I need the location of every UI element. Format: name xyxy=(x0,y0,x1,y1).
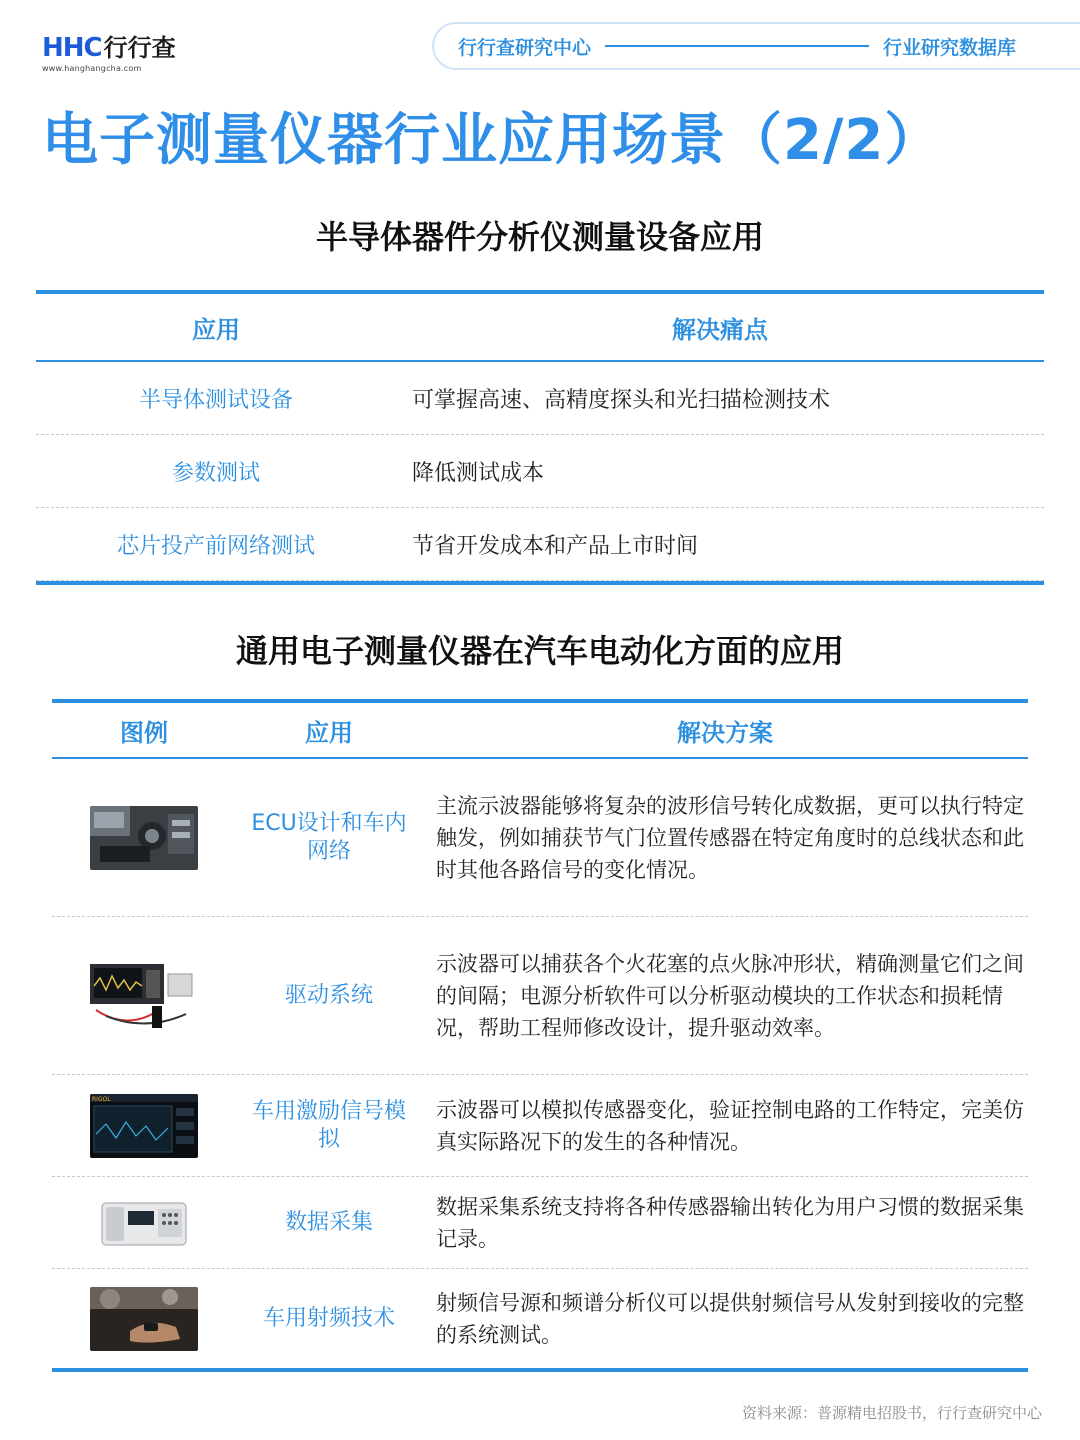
logo-name: 行行查 xyxy=(103,34,176,62)
data-logger-photo-icon xyxy=(96,1193,192,1253)
logo-url: www.hanghangcha.com xyxy=(42,64,142,73)
table-row xyxy=(52,917,1028,1075)
nav-industry-database[interactable]: 行业研究数据库 xyxy=(883,36,1017,59)
header-solution: 解决方案 xyxy=(677,718,773,747)
row-solution: 射频信号源和频谱分析仪可以提供射频信号从发射到接收的完整的系统测试。 xyxy=(436,1290,1024,1347)
row-application: 数据采集 xyxy=(284,1209,373,1235)
page-title: 电子测量仪器行业应用场景（2/2） xyxy=(42,108,942,173)
row-solution: 主流示波器能够将复杂的波形信号转化成数据，更可以执行特定触发，例如捕获节气门位置传感器在特定角度时的总线状态和此时其他各路信号的变化情况。 xyxy=(436,793,1024,882)
table-bottom-rule xyxy=(36,581,1044,585)
table-header xyxy=(52,703,1028,759)
table-row xyxy=(36,362,1044,435)
row-illustration xyxy=(52,806,236,870)
source-note: 资料来源：普源精电招股书，行行查研究中心 xyxy=(741,1404,1042,1422)
logo-mark: HHC xyxy=(42,33,102,63)
row-illustration xyxy=(52,1094,236,1158)
row-application: 参数测试 xyxy=(171,460,260,486)
engine-photo-icon xyxy=(90,806,198,870)
header-application: 应用 xyxy=(305,718,353,747)
nav-divider xyxy=(605,45,869,47)
row-application: 驱动系统 xyxy=(284,982,373,1008)
oscilloscope-photo-icon xyxy=(86,960,202,1032)
nav-research-center[interactable]: 行行查研究中心 xyxy=(458,36,592,59)
row-pain-point: 降低测试成本 xyxy=(412,460,545,486)
section2-title: 通用电子测量仪器在汽车电动化方面的应用 xyxy=(235,632,844,670)
row-application: 芯片投产前网络测试 xyxy=(116,533,315,559)
row-pain-point: 可掌握高速、高精度探头和光扫描检测技术 xyxy=(412,387,831,413)
header-illustration: 图例 xyxy=(120,718,168,747)
header-application: 应用 xyxy=(192,315,240,344)
svg-text:RIGOL: RIGOL xyxy=(92,1095,111,1103)
table-row xyxy=(36,508,1044,581)
brand-logo xyxy=(42,28,192,74)
semiconductor-table xyxy=(36,290,1044,585)
row-illustration xyxy=(52,1193,236,1253)
row-application: 车用射频技术 xyxy=(262,1305,395,1331)
row-application: ECU设计和车内网络 xyxy=(251,810,407,864)
row-illustration xyxy=(52,1287,236,1351)
car-key-photo-icon xyxy=(90,1287,198,1351)
table-header xyxy=(36,294,1044,362)
table-row xyxy=(36,435,1044,508)
table-row xyxy=(52,759,1028,917)
row-pain-point: 节省开发成本和产品上市时间 xyxy=(412,533,699,559)
automotive-table xyxy=(52,699,1028,1372)
header-pain-point: 解决痛点 xyxy=(672,315,768,344)
table-row xyxy=(52,1075,1028,1177)
row-solution: 示波器可以模拟传感器变化，验证控制电路的工作特定，完美仿真实际路况下的发生的各种情况。 xyxy=(436,1097,1024,1154)
signal-screen-photo-icon xyxy=(90,1094,198,1158)
row-application: 半导体测试设备 xyxy=(138,387,293,413)
row-application: 车用激励信号模拟 xyxy=(251,1098,406,1152)
table-row xyxy=(52,1269,1028,1368)
header-nav xyxy=(432,22,1080,70)
row-solution: 数据采集系统支持将各种传感器输出转化为用户习惯的数据采集记录。 xyxy=(436,1194,1024,1251)
section1-title: 半导体器件分析仪测量设备应用 xyxy=(315,218,764,256)
table-bottom-rule xyxy=(52,1368,1028,1372)
table-row xyxy=(52,1177,1028,1269)
row-illustration xyxy=(52,960,236,1032)
row-solution: 示波器可以捕获各个火花塞的点火脉冲形状，精确测量它们之间的间隔；电源分析软件可以分析驱动模块的工作状态和损耗情况，帮助工程师修改设计，提升驱动效率。 xyxy=(436,951,1024,1040)
